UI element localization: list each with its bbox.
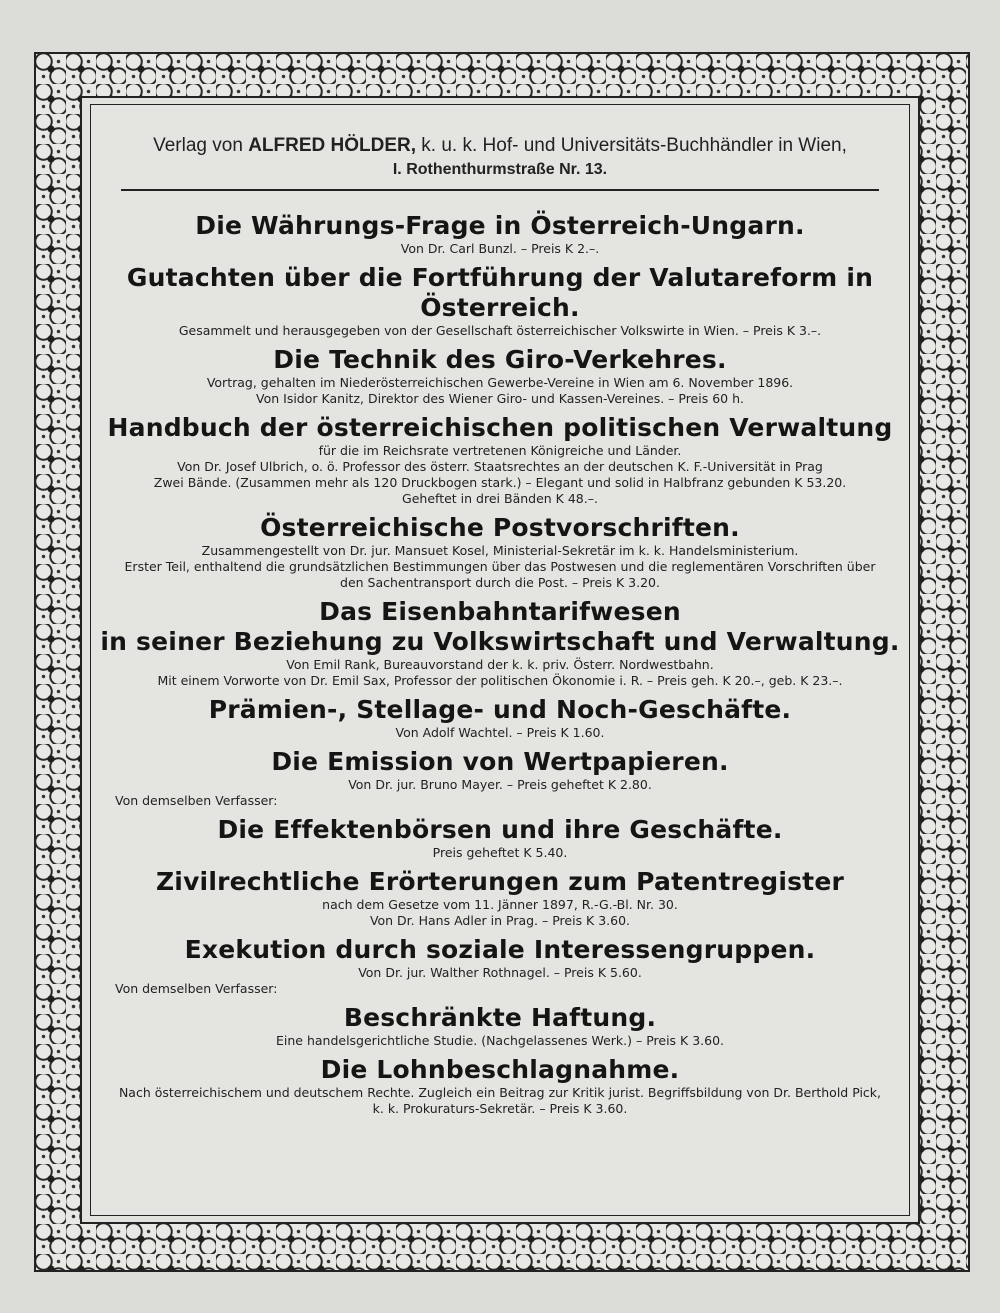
- publisher-line: [91, 133, 909, 159]
- book-title-continued: in seiner Beziehung zu Volkswirtschaft und Verwaltung.: [100, 627, 900, 656]
- book-title: Gutachten über die Fortführung der Valutareform in Österreich.: [126, 263, 874, 322]
- book-entry: [91, 413, 909, 507]
- book-detail: Von Dr. jur. Bruno Mayer. – Preis geheftet K 2.80.: [348, 777, 652, 792]
- book-title: Zivilrechtliche Erörterungen zum Patentregister: [155, 867, 845, 896]
- book-detail: Eine handelsgerichtliche Studie. (Nachgelassenes Werk.) – Preis K 3.60.: [275, 1033, 725, 1048]
- book-detail: Von Dr. Josef Ulbrich, o. ö. Professor des österr. Staatsrechtes an der deutschen K. F.-Universität in Prag: [177, 459, 823, 474]
- book-title: Die Effektenbörsen und ihre Geschäfte.: [217, 815, 783, 844]
- book-detail: Zwei Bände. (Zusammen mehr als 120 Druckbogen stark.) – Elegant und solid in Halbfranz gebunden K 53.20.: [153, 475, 847, 490]
- publisher-suffix: k. u. k. Hof- und Universitäts-Buchhändler in Wien,: [421, 135, 847, 156]
- book-detail: Von Emil Rank, Bureauvorstand der k. k. priv. Österr. Nordwestbahn.: [286, 657, 714, 672]
- book-entry: [91, 815, 909, 861]
- book-title: Prämien-, Stellage- und Noch-Geschäfte.: [208, 695, 792, 724]
- book-title: Die Emission von Wertpapieren.: [271, 747, 729, 776]
- book-entry: [91, 211, 909, 257]
- book-entry: [91, 747, 909, 809]
- book-entry: [91, 935, 909, 997]
- book-entry: [91, 1055, 909, 1117]
- publisher-name: ALFRED HÖLDER,: [248, 135, 417, 156]
- book-detail: Von Dr. Hans Adler in Prag. – Preis K 3.60.: [369, 913, 631, 928]
- book-detail: Von Isidor Kanitz, Direktor des Wiener Giro- und Kassen-Vereines. – Preis 60 h.: [256, 391, 744, 406]
- book-detail: Von Dr. Carl Bunzl. – Preis K 2.–.: [400, 241, 600, 256]
- same-author-note: Von demselben Verfasser:: [115, 793, 278, 808]
- book-title: Das Eisenbahntarifwesen: [319, 597, 681, 626]
- book-title: Exekution durch soziale Interessengruppen.: [184, 935, 816, 964]
- book-detail: Von Adolf Wachtel. – Preis K 1.60.: [395, 725, 605, 740]
- book-detail: für die im Reichsrate vertretenen Königreiche und Länder.: [318, 443, 682, 458]
- book-detail: Mit einem Vorworte von Dr. Emil Sax, Professor der politischen Ökonomie i. R. – Preis geh. K 20.–, geb. K 23.–.: [157, 673, 843, 688]
- book-entry: [91, 1003, 909, 1049]
- publisher-address: I. Rothenthurmstraße Nr. 13.: [392, 161, 608, 178]
- header-divider: [121, 189, 879, 191]
- book-detail: Geheftet in drei Bänden K 48.–.: [402, 491, 598, 506]
- book-entry: [91, 867, 909, 929]
- book-entry: [91, 597, 909, 689]
- book-entry: [91, 695, 909, 741]
- book-detail: den Sachentransport durch die Post. – Preis K 3.20.: [340, 575, 660, 590]
- book-title: Die Technik des Giro-Verkehres.: [273, 345, 727, 374]
- book-detail: k. k. Prokuraturs-Sekretär. – Preis K 3.60.: [372, 1101, 628, 1116]
- book-detail: Gesammelt und herausgegeben von der Gesellschaft österreichischer Volkswirte in Wien. – Preis K 3.–.: [178, 323, 822, 338]
- book-detail: Zusammengestellt von Dr. jur. Mansuet Kosel, Ministerial-Sekretär im k. k. Handelsministerium.: [201, 543, 799, 558]
- book-detail: nach dem Gesetze vom 11. Jänner 1897, R.-G.-Bl. Nr. 30.: [322, 897, 678, 912]
- book-detail: Preis geheftet K 5.40.: [432, 845, 568, 860]
- book-list: [91, 211, 909, 1117]
- book-entry: [91, 513, 909, 591]
- book-detail: Nach österreichischem und deutschem Rechte. Zugleich ein Beitrag zur Kritik jurist. Begriffsbildung von Dr. Berthold Pick,: [118, 1085, 882, 1100]
- book-title: Die Währungs-Frage in Österreich-Ungarn.: [195, 211, 805, 240]
- same-author-note: Von demselben Verfasser:: [115, 981, 278, 996]
- book-title: Beschränkte Haftung.: [343, 1003, 657, 1032]
- book-entry: [91, 345, 909, 407]
- book-title: Handbuch der österreichischen politischen Verwaltung: [107, 413, 893, 442]
- advertisement-panel: [90, 104, 910, 1216]
- book-entry: [91, 263, 909, 339]
- publisher-prefix: Verlag von: [153, 135, 243, 156]
- book-detail: Vortrag, gehalten im Niederösterreichischen Gewerbe-Vereine in Wien am 6. November 1896.: [206, 375, 794, 390]
- book-detail: Erster Teil, enthaltend die grundsätzlichen Bestimmungen über das Postwesen und die reglementären Vorschriften über: [124, 559, 876, 574]
- book-title: Österreichische Postvorschriften.: [260, 513, 740, 542]
- book-detail: Von Dr. jur. Walther Rothnagel. – Preis K 5.60.: [358, 965, 642, 980]
- book-title: Die Lohnbeschlagnahme.: [320, 1055, 680, 1084]
